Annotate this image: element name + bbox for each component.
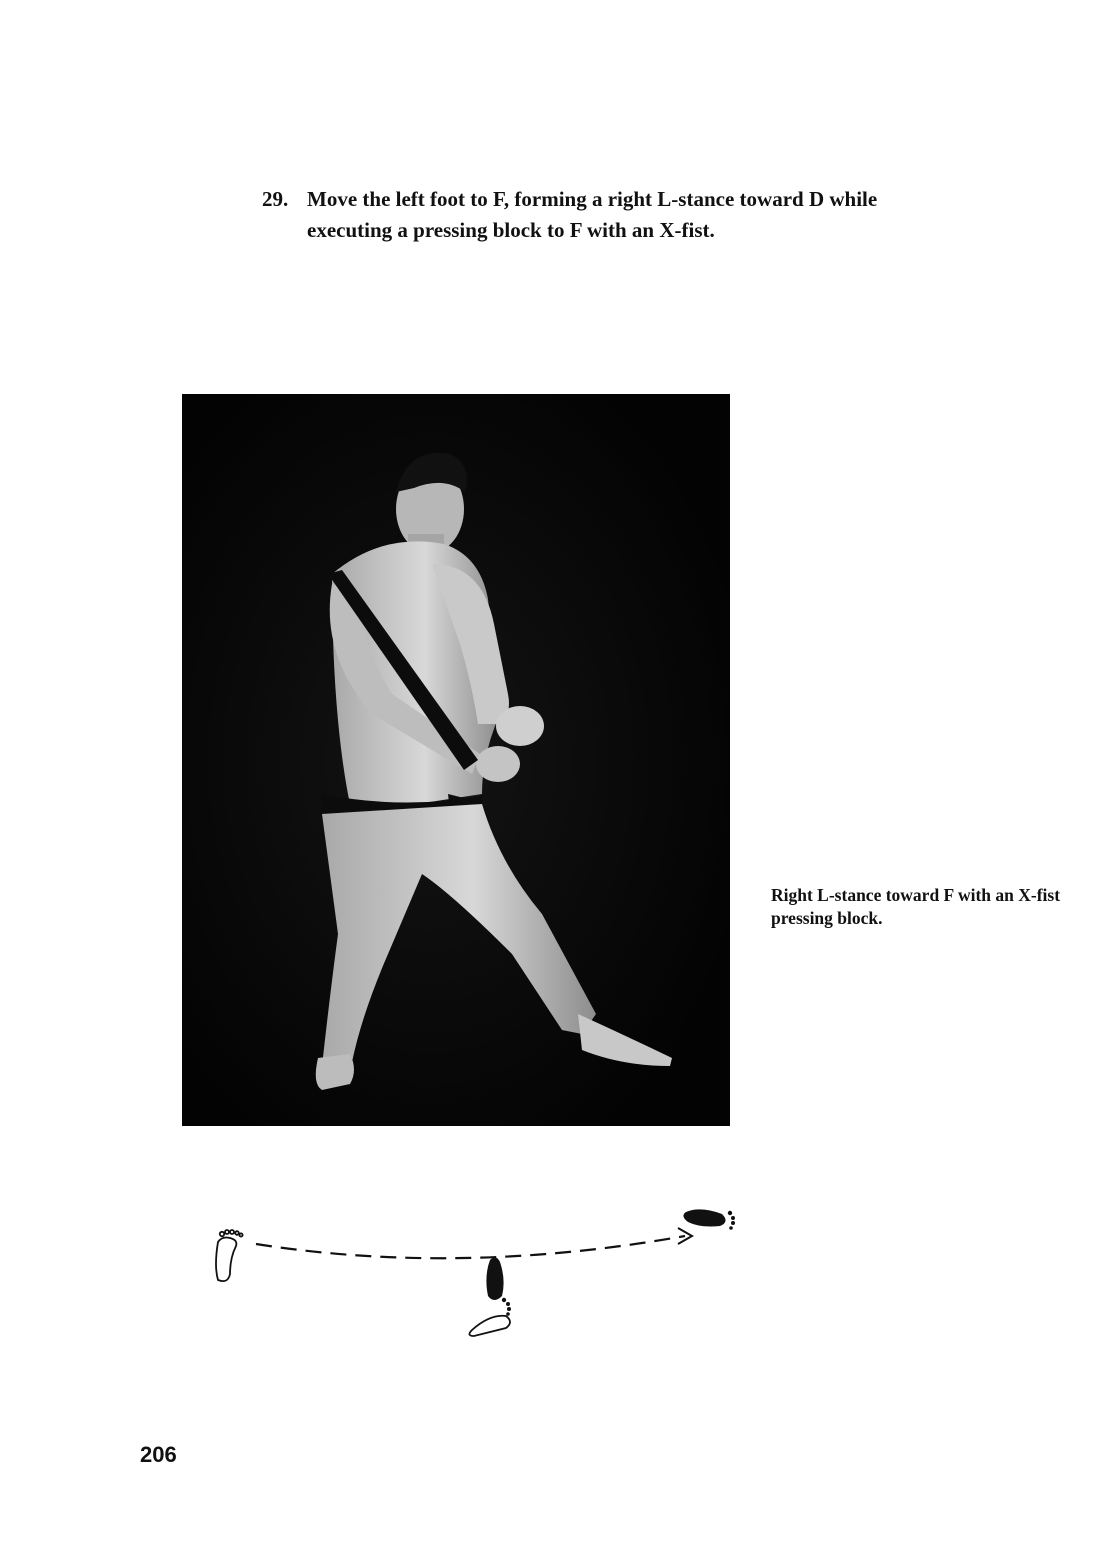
photo-caption: Right L-stance toward F with an X-fist pressing block. — [771, 885, 1061, 928]
start-footprint-icon — [216, 1230, 243, 1281]
movement-path — [256, 1236, 685, 1258]
page-number: 206 — [140, 1442, 177, 1467]
step-instruction — [262, 184, 902, 246]
martial-arts-photo — [182, 394, 730, 1126]
end-footprint-icon — [683, 1209, 735, 1229]
step-number: 29. — [262, 187, 289, 211]
step-text: Move the left foot to F, forming a right L-stance toward D while executing a pressing block to F with an X-fist. — [307, 187, 878, 242]
footwork-diagram — [200, 1196, 760, 1350]
pivot-footprint-icon — [469, 1257, 511, 1336]
